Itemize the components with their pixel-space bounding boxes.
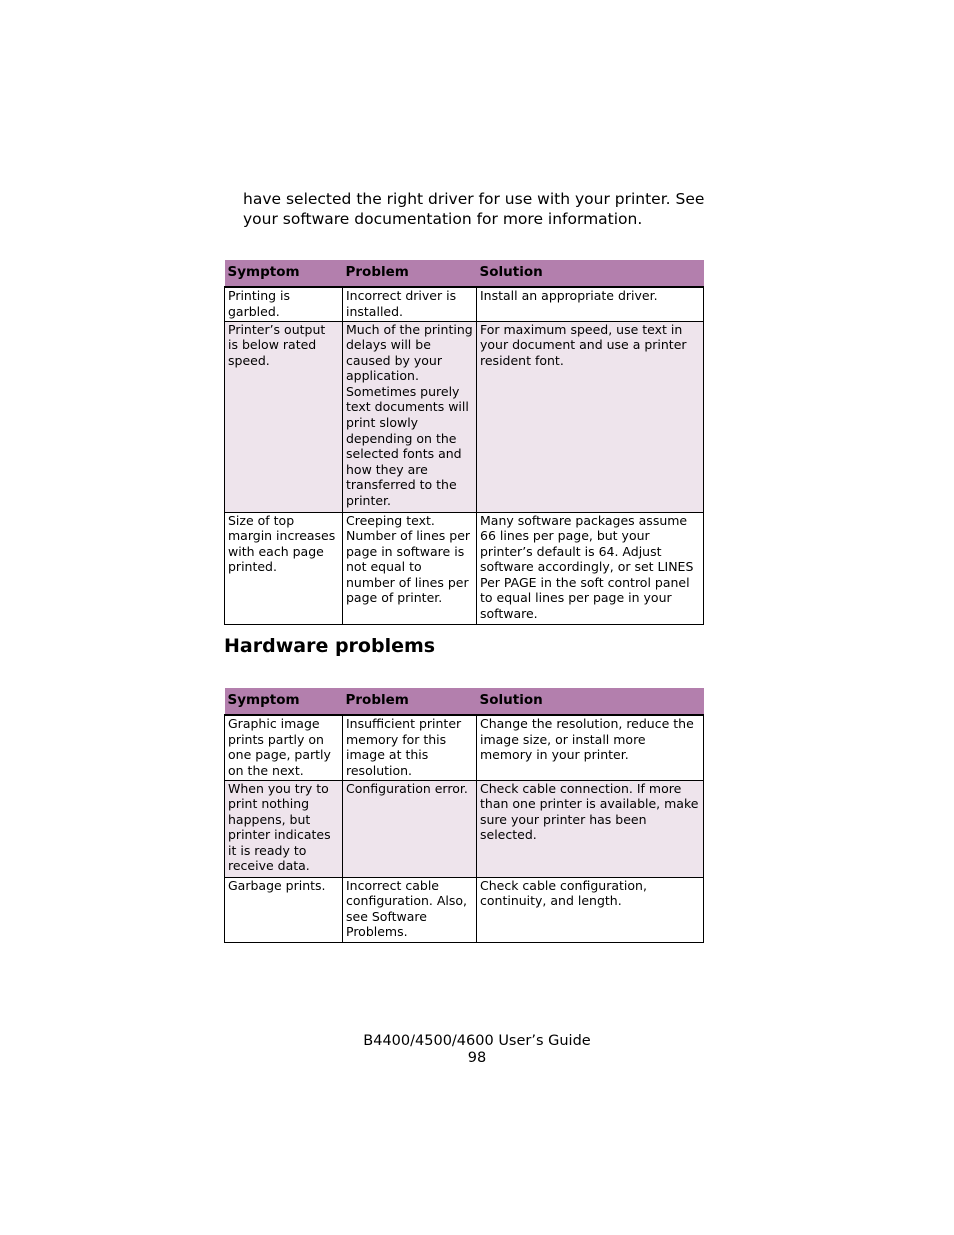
symptom-cell: Printer’s output is below rated speed. [225, 321, 343, 512]
table-row [225, 877, 704, 942]
solution-cell: Check cable configuration, continuity, and length. [477, 877, 704, 942]
table-row [225, 321, 704, 512]
table-row [225, 715, 704, 780]
header-solution: Solution [477, 688, 704, 715]
intro-line-2: your software documentation for more information. [243, 210, 643, 228]
symptom-cell: Size of top margin increases with each page printed. [225, 512, 343, 624]
header-symptom: Symptom [225, 260, 343, 287]
solution-cell: For maximum speed, use text in your document and use a printer resident font. [477, 321, 704, 512]
header-problem: Problem [343, 260, 477, 287]
header-symptom: Symptom [225, 688, 343, 715]
solution-cell: Install an appropriate driver. [477, 287, 704, 321]
software-problems-table [224, 260, 704, 625]
problem-cell: Creeping text. Number of lines per page in software is not equal to number of lines per page of printer. [343, 512, 477, 624]
section-heading-hardware: Hardware problems [224, 635, 436, 657]
solution-cell: Many software packages assume 66 lines per page, but your printer’s default is 64. Adjust software accordingly, or set LINES Per PAGE in the soft control panel to equal lines per page in your software. [477, 512, 704, 624]
table-row [225, 287, 704, 321]
problem-cell: Insufficient printer memory for this image at this resolution. [343, 715, 477, 780]
footer-guide-title: B4400/4500/4600 User’s Guide [363, 1033, 591, 1049]
problem-cell: Incorrect cable configuration. Also, see Software Problems. [343, 877, 477, 942]
intro-paragraph [243, 189, 733, 229]
problem-cell: Configuration error. [343, 780, 477, 877]
solution-cell: Check cable connection. If more than one printer is available, make sure your printer has been selected. [477, 780, 704, 877]
problem-cell: Much of the printing delays will be caused by your application. Sometimes purely text documents will print slowly depending on the selected fonts and how they are transferred to the printer. [343, 321, 477, 512]
symptom-cell: Garbage prints. [225, 877, 343, 942]
table-header-row [225, 260, 704, 287]
footer-page-number: 98 [467, 1050, 487, 1066]
intro-line-1: have selected the right driver for use with your printer. See [243, 190, 705, 208]
table-row [225, 780, 704, 877]
page-footer [0, 1033, 954, 1067]
table-header-row [225, 688, 704, 715]
symptom-cell: Graphic image prints partly on one page, partly on the next. [225, 715, 343, 780]
header-solution: Solution [477, 260, 704, 287]
hardware-problems-table [224, 688, 704, 943]
solution-cell: Change the resolution, reduce the image size, or install more memory in your printer. [477, 715, 704, 780]
header-problem: Problem [343, 688, 477, 715]
symptom-cell: Printing is garbled. [225, 287, 343, 321]
symptom-cell: When you try to print nothing happens, but printer indicates it is ready to receive data. [225, 780, 343, 877]
table-row [225, 512, 704, 624]
problem-cell: Incorrect driver is installed. [343, 287, 477, 321]
